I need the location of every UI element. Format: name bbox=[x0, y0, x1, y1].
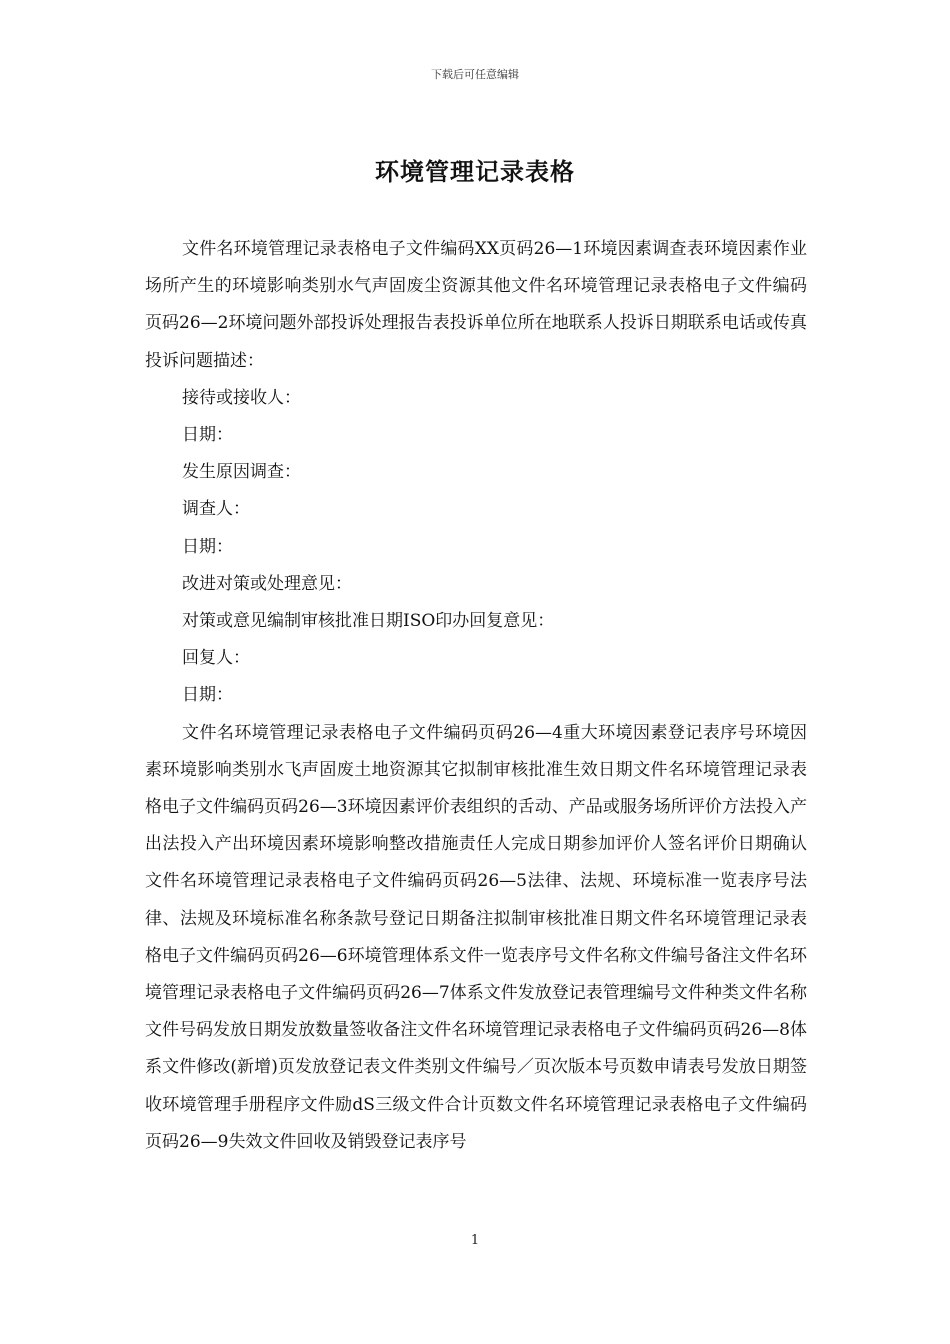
field-date-2: 日期： bbox=[182, 536, 233, 557]
field-receiver: 接待或接收人： bbox=[182, 387, 301, 408]
body-paragraph-1: 文件名环境管理记录表格电子文件编码XX页码26—1环境因素调查表环境因素作业场所产生的环境影响类别水气声固废尘资源其他文件名环境管理记录表格电子文件编码页码26—2环境问题外部投诉处理报告表投诉单位所在地联系人投诉日期联系电话或传真投诉问题描述： bbox=[145, 239, 807, 371]
body-paragraph-2: 文件名环境管理记录表格电子文件编码页码26—4重大环境因素登记表序号环境因素环境影响类别水飞声固废土地资源其它拟制审核批准生效日期文件名环境管理记录表格电子文件编码页码26—3环境因素评价表组织的舌动、产品或服务场所评价方法投入产出法投入产出环境因素环境影响整改措施责任人完成日期参加评价人签名评价日期确认文件名环境管理记录表格电子文件编码页码26—5法律、法规、环境标准一览表序号法律、法规及环境标准名称条款号登记日期备注拟制审核批准日期文件名环境管理记录表格电子文件编码页码26—6环境管理体系文件一览表序号文件名称文件编号备注文件名环境管理记录表格电子文件编码页码26—7体系文件发放登记表管理编号文件种类文件名称文件号码发放日期发放数量签收备注文件名环境管理记录表格电子文件编码页码26—8体系文件修改(新增)页发放登记表文件类别文件编号／页次版本号页数申请表号发放日期签收环境管理手册程序文件励dS三级文件合计页数文件名环境管理记录表格电子文件编码页码26—9失效文件回收及销毁登记表序号 bbox=[145, 722, 807, 1152]
header-note: 下载后可任意编辑 bbox=[431, 68, 519, 81]
field-date-1: 日期： bbox=[182, 425, 233, 446]
field-investigator: 调查人： bbox=[182, 499, 250, 520]
page-number: 1 bbox=[470, 1233, 480, 1248]
document-title: 环境管理记录表格 bbox=[375, 158, 575, 186]
field-date-3: 日期： bbox=[182, 685, 233, 706]
field-reply-opinion: 对策或意见编制审核批准日期ISO印办回复意见： bbox=[182, 611, 555, 632]
field-improvement-measures: 改进对策或处理意见： bbox=[182, 573, 352, 594]
field-cause-investigation: 发生原因调查： bbox=[182, 462, 301, 483]
field-replier: 回复人： bbox=[182, 648, 250, 669]
document-body bbox=[145, 231, 807, 1161]
